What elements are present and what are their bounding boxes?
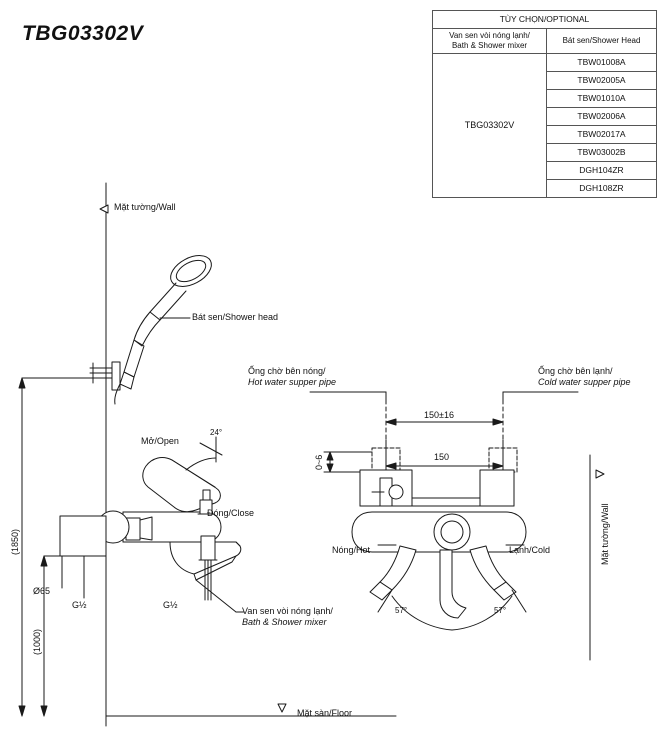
shower-head-cell: TBW02006A: [547, 108, 657, 126]
shower-hose: [115, 384, 120, 404]
label-dim-1850: (1850): [10, 528, 20, 555]
label-cold-supply-en: Cold water supper pipe: [538, 377, 631, 388]
leader-mixer: [196, 580, 236, 612]
mixer-header-vn: Van sen vòi nóng lạnh/: [449, 31, 530, 40]
mixer-body-right: [352, 470, 526, 618]
shower-head-cell: TBW01010A: [547, 90, 657, 108]
label-dim-1000: (1000): [32, 628, 42, 655]
open-angle-indicator: [186, 437, 222, 470]
label-mixer: [242, 606, 333, 629]
label-hot-supply: [248, 366, 336, 389]
label-dim-150-tol: 150±16: [424, 410, 454, 420]
label-wall-right: Mặt tường/Wall: [600, 503, 610, 565]
label-hot-supply-vn: Ống chờ bên nóng/: [248, 366, 326, 376]
shower-head-cell: DGH104ZR: [547, 162, 657, 180]
label-dia-65: Ø65: [33, 586, 51, 596]
label-cold-supply: [538, 366, 631, 389]
floor-marker-icon: [278, 704, 286, 712]
label-floor: Mặt sàn/Floor: [297, 708, 353, 718]
page-title: TBG03302V: [22, 22, 144, 45]
shower-head-cell: TBW03002B: [547, 144, 657, 162]
label-cold: Lạnh/Cold: [509, 545, 551, 555]
label-angle-open: 24°: [210, 428, 223, 437]
label-open: Mở/Open: [141, 436, 179, 446]
label-mixer-en: Bath & Shower mixer: [242, 617, 327, 628]
wall-hook: [90, 362, 120, 390]
label-wall-left: Mặt tường/Wall: [114, 202, 176, 212]
wall-marker-icon-right: [596, 470, 604, 478]
label-shower-head: Bát sen/Shower head: [192, 312, 279, 322]
label-g-half-left: G½: [72, 600, 87, 610]
model-cell: TBG03302V: [433, 54, 547, 198]
label-hot-supply-en: Hot water supper pipe: [248, 377, 337, 388]
label-angle-left: 57°: [395, 606, 408, 615]
shower-head-cell: TBW02005A: [547, 72, 657, 90]
label-mixer-vn: Van sen vòi nóng lạnh/: [242, 606, 333, 616]
label-g-half-right: G½: [163, 600, 178, 610]
dimension-0-6: [324, 452, 372, 472]
label-close: Đóng/Close: [207, 508, 255, 518]
label-hot: Nóng/Hot: [332, 545, 371, 555]
showerhead-column-header: Bát sen/Shower Head: [547, 29, 657, 54]
label-angle-right: 57°: [494, 606, 507, 615]
label-dim-150: 150: [434, 452, 450, 462]
wall-marker-icon: [100, 205, 108, 213]
optional-header: TÙY CHỌN/OPTIONAL: [433, 11, 657, 29]
mixer-header-en: Bath & Shower mixer: [451, 41, 528, 50]
label-dim-0-6: 0~6: [314, 454, 324, 470]
label-cold-supply-vn: Ống chờ bên lạnh/: [538, 366, 613, 376]
dimension-1000: [41, 556, 60, 716]
shower-head-cell: TBW01008A: [547, 54, 657, 72]
shower-head-cell: DGH108ZR: [547, 180, 657, 198]
shower-head-cell: TBW02017A: [547, 126, 657, 144]
